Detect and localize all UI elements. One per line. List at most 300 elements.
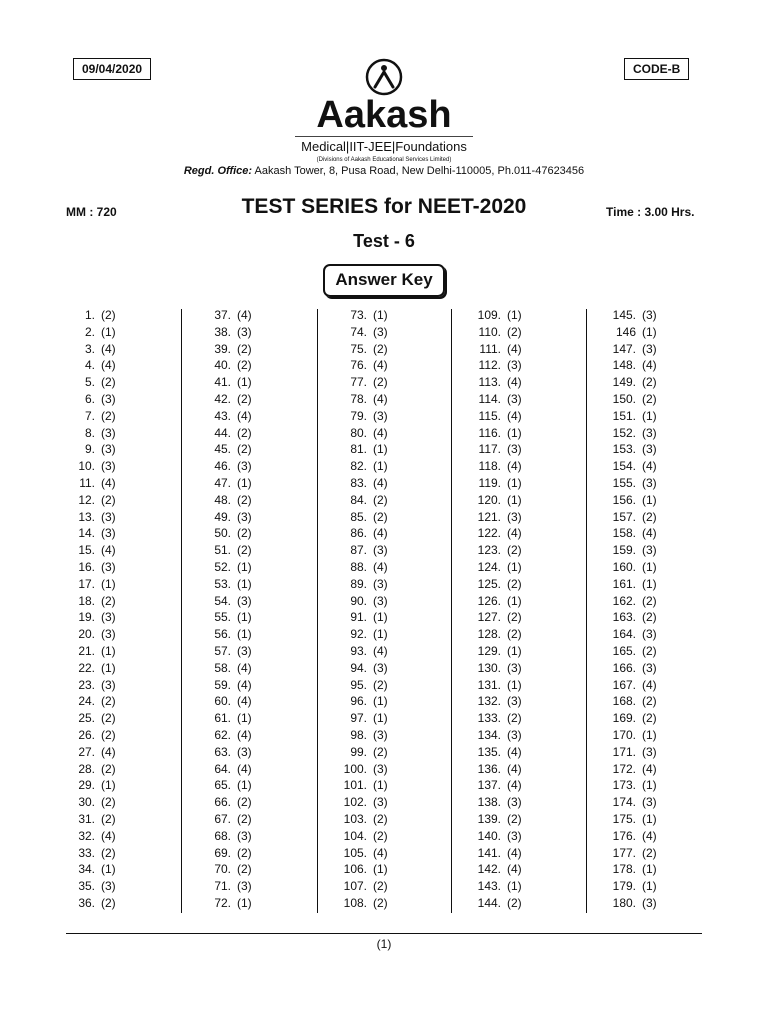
answer-option: (2)	[237, 358, 252, 373]
answer-option: (3)	[373, 408, 388, 423]
answer-row	[452, 559, 587, 576]
answer-key-heading: Answer Key	[323, 264, 444, 297]
answer-option: (3)	[237, 593, 252, 608]
answer-row	[452, 307, 587, 324]
answer-option: (1)	[642, 576, 657, 591]
answer-row	[318, 307, 453, 324]
answer-option: (1)	[373, 610, 388, 625]
question-number: 7.	[84, 408, 95, 423]
answer-option: (1)	[237, 610, 252, 625]
question-number: 17.	[78, 576, 95, 591]
answer-option: (3)	[642, 475, 657, 490]
answer-option: (1)	[101, 576, 116, 591]
answer-row	[587, 341, 722, 358]
answer-row	[452, 878, 587, 895]
code-box: CODE-B	[624, 58, 689, 80]
answer-row	[46, 458, 181, 475]
answer-option: (1)	[642, 879, 657, 894]
answer-option: (2)	[373, 744, 388, 759]
answer-option: (3)	[101, 459, 116, 474]
column-divider	[181, 309, 182, 913]
answer-row	[182, 593, 317, 610]
question-number: 93.	[350, 643, 367, 658]
question-number: 86.	[350, 526, 367, 541]
answer-option: (3)	[507, 442, 522, 457]
answer-option: (2)	[373, 509, 388, 524]
answer-option: (3)	[642, 744, 657, 759]
question-number: 35.	[78, 879, 95, 894]
question-number: 81.	[350, 442, 367, 457]
question-number: 153.	[612, 442, 636, 457]
answer-option: (4)	[101, 358, 116, 373]
answer-row	[318, 341, 453, 358]
question-number: 121.	[477, 509, 501, 524]
answer-table	[46, 307, 722, 913]
office-label: Regd. Office:	[183, 165, 253, 177]
question-number: 154.	[612, 459, 636, 474]
brand-tagline: Medical|IIT-JEE|Foundations	[295, 136, 473, 155]
answer-option: (2)	[101, 375, 116, 390]
question-number: 63.	[214, 744, 231, 759]
question-number: 2.	[84, 324, 95, 339]
test-number: Test - 6	[353, 231, 415, 251]
answer-row	[318, 794, 453, 811]
answer-row	[46, 828, 181, 845]
question-number: 29.	[78, 778, 95, 793]
answer-option: (2)	[237, 845, 252, 860]
answer-column	[182, 307, 317, 913]
answer-row	[46, 643, 181, 660]
question-number: 152.	[612, 425, 636, 440]
answer-option: (3)	[642, 895, 657, 910]
answer-option: (3)	[507, 694, 522, 709]
question-number: 40.	[214, 358, 231, 373]
answer-row	[452, 542, 587, 559]
answer-row	[318, 761, 453, 778]
answer-option: (2)	[101, 492, 116, 507]
question-number: 145.	[612, 308, 636, 322]
question-number: 180.	[612, 895, 636, 910]
question-number: 165.	[612, 643, 636, 658]
max-marks: MM : 720	[66, 205, 117, 219]
question-number: 33.	[78, 845, 95, 860]
answer-row	[587, 525, 722, 542]
answer-row	[318, 693, 453, 710]
question-number: 48.	[214, 492, 231, 507]
answer-row	[587, 710, 722, 727]
answer-option: (1)	[237, 375, 252, 390]
question-number: 61.	[214, 711, 231, 726]
answer-option: (1)	[237, 895, 252, 910]
question-number: 1.	[84, 308, 95, 322]
brand-name: Aakash	[316, 94, 452, 136]
answer-option: (1)	[507, 425, 522, 440]
answer-row	[587, 576, 722, 593]
footer-rule	[66, 933, 702, 934]
question-number: 177.	[612, 845, 636, 860]
question-number: 73.	[350, 308, 367, 322]
answer-column	[318, 307, 453, 913]
question-number: 70.	[214, 862, 231, 877]
answer-option: (2)	[237, 391, 252, 406]
answer-option: (1)	[237, 576, 252, 591]
answer-option: (1)	[101, 778, 116, 793]
answer-row	[452, 408, 587, 425]
answer-row	[452, 660, 587, 677]
question-number: 53.	[214, 576, 231, 591]
answer-option: (3)	[642, 442, 657, 457]
answer-option: (1)	[373, 778, 388, 793]
answer-option: (4)	[373, 559, 388, 574]
answer-option: (1)	[101, 862, 116, 877]
question-number: 64.	[214, 761, 231, 776]
answer-row	[318, 576, 453, 593]
answer-row	[46, 593, 181, 610]
answer-option: (4)	[507, 845, 522, 860]
answer-option: (2)	[101, 408, 116, 423]
answer-row	[46, 441, 181, 458]
answer-option: (3)	[642, 543, 657, 558]
question-number: 141.	[477, 845, 501, 860]
answer-row	[452, 324, 587, 341]
question-number: 47.	[214, 475, 231, 490]
answer-option: (4)	[373, 425, 388, 440]
answer-row	[182, 509, 317, 526]
answer-row	[587, 441, 722, 458]
answer-option: (3)	[101, 559, 116, 574]
answer-option: (4)	[642, 761, 657, 776]
question-number: 115.	[478, 408, 501, 423]
answer-row	[452, 509, 587, 526]
answer-option: (3)	[642, 795, 657, 810]
answer-option: (4)	[237, 408, 252, 423]
answer-row	[46, 391, 181, 408]
answer-row	[318, 441, 453, 458]
answer-option: (2)	[373, 341, 388, 356]
answer-row	[452, 374, 587, 391]
question-number: 143.	[477, 879, 501, 894]
answer-row	[452, 576, 587, 593]
question-number: 12.	[78, 492, 95, 507]
answer-row	[182, 878, 317, 895]
answer-option: (2)	[237, 526, 252, 541]
question-number: 160.	[612, 559, 636, 574]
answer-option: (3)	[507, 828, 522, 843]
answer-row	[46, 727, 181, 744]
answer-row	[452, 861, 587, 878]
answer-row	[587, 794, 722, 811]
answer-option: (4)	[373, 391, 388, 406]
question-number: 97.	[350, 711, 367, 726]
answer-row	[587, 324, 722, 341]
answer-option: (2)	[101, 694, 116, 709]
answer-row	[452, 811, 587, 828]
question-number: 103.	[343, 811, 367, 826]
answer-option: (1)	[642, 727, 657, 742]
answer-row	[46, 357, 181, 374]
answer-column	[587, 307, 722, 913]
answer-option: (4)	[642, 459, 657, 474]
answer-row	[587, 828, 722, 845]
answer-option: (2)	[642, 845, 657, 860]
answer-row	[587, 458, 722, 475]
answer-row	[452, 693, 587, 710]
answer-row	[182, 609, 317, 626]
answer-row	[452, 677, 587, 694]
question-number: 60.	[214, 694, 231, 709]
answer-row	[452, 895, 587, 912]
answer-row	[587, 542, 722, 559]
answer-option: (1)	[237, 475, 252, 490]
answer-option: (2)	[237, 425, 252, 440]
question-number: 129.	[477, 643, 501, 658]
answer-option: (3)	[642, 308, 657, 322]
question-number: 46.	[214, 459, 231, 474]
answer-row	[46, 895, 181, 912]
answer-row	[182, 861, 317, 878]
answer-row	[182, 324, 317, 341]
question-number: 79.	[350, 408, 367, 423]
answer-option: (3)	[101, 610, 116, 625]
answer-row	[587, 425, 722, 442]
answer-option: (2)	[101, 895, 116, 910]
question-number: 19.	[78, 610, 95, 625]
question-number: 49.	[214, 509, 231, 524]
answer-row	[46, 626, 181, 643]
answer-option: (2)	[101, 308, 116, 322]
answer-option: (3)	[237, 324, 252, 339]
answer-row	[452, 492, 587, 509]
question-number: 13.	[78, 509, 95, 524]
question-number: 155.	[612, 475, 636, 490]
answer-option: (2)	[101, 711, 116, 726]
question-number: 38.	[214, 324, 231, 339]
answer-row	[452, 425, 587, 442]
question-number: 26.	[78, 727, 95, 742]
answer-row	[452, 341, 587, 358]
answer-row	[182, 895, 317, 912]
question-number: 100.	[343, 761, 367, 776]
answer-row	[587, 693, 722, 710]
answer-row	[452, 794, 587, 811]
answer-row	[587, 845, 722, 862]
answer-option: (1)	[642, 324, 657, 339]
answer-row	[182, 341, 317, 358]
answer-row	[182, 576, 317, 593]
page-title: TEST SERIES for NEET-2020	[241, 195, 527, 218]
answer-option: (2)	[101, 811, 116, 826]
question-number: 133.	[477, 711, 501, 726]
question-number: 66.	[214, 795, 231, 810]
answer-option: (3)	[507, 391, 522, 406]
answer-row	[318, 710, 453, 727]
question-number: 119.	[478, 475, 501, 490]
answer-row	[182, 307, 317, 324]
answer-option: (4)	[237, 761, 252, 776]
question-number: 159.	[612, 543, 636, 558]
question-number: 24.	[78, 694, 95, 709]
question-number: 105.	[343, 845, 367, 860]
answer-option: (2)	[101, 761, 116, 776]
question-number: 43.	[214, 408, 231, 423]
question-number: 37.	[214, 308, 231, 322]
answer-row	[452, 357, 587, 374]
question-number: 67.	[214, 811, 231, 826]
answer-row	[452, 441, 587, 458]
question-number: 164.	[612, 627, 636, 642]
question-number: 125.	[477, 576, 501, 591]
question-number: 161.	[612, 576, 636, 591]
answer-row	[318, 811, 453, 828]
answer-option: (1)	[642, 778, 657, 793]
answer-option: (3)	[237, 643, 252, 658]
answer-option: (1)	[507, 593, 522, 608]
answer-option: (3)	[101, 425, 116, 440]
answer-row	[587, 593, 722, 610]
answer-row	[318, 828, 453, 845]
question-number: 144.	[477, 895, 501, 910]
answer-row	[452, 761, 587, 778]
answer-option: (4)	[642, 677, 657, 692]
answer-row	[46, 525, 181, 542]
question-number: 120.	[477, 492, 501, 507]
answer-row	[46, 845, 181, 862]
answer-row	[46, 744, 181, 761]
answer-row	[318, 677, 453, 694]
question-number: 6.	[84, 391, 95, 406]
answer-option: (4)	[237, 677, 252, 692]
answer-row	[318, 895, 453, 912]
answer-option: (2)	[507, 811, 522, 826]
answer-row	[46, 324, 181, 341]
answer-option: (4)	[237, 727, 252, 742]
answer-row	[46, 794, 181, 811]
answer-option: (1)	[237, 627, 252, 642]
answer-row	[452, 744, 587, 761]
answer-row	[46, 492, 181, 509]
answer-option: (3)	[237, 744, 252, 759]
answer-option: (2)	[507, 543, 522, 558]
answer-row	[46, 677, 181, 694]
question-number: 109.	[477, 308, 501, 322]
answer-row	[587, 811, 722, 828]
answer-row	[182, 710, 317, 727]
answer-option: (3)	[373, 761, 388, 776]
answer-option: (4)	[642, 828, 657, 843]
answer-option: (2)	[642, 694, 657, 709]
answer-option: (4)	[507, 761, 522, 776]
question-number: 151.	[612, 408, 636, 423]
answer-row	[182, 727, 317, 744]
answer-option: (3)	[642, 341, 657, 356]
question-number: 95.	[350, 677, 367, 692]
answer-option: (3)	[101, 526, 116, 541]
answer-option: (2)	[642, 610, 657, 625]
question-number: 131.	[477, 677, 501, 692]
question-number: 148.	[612, 358, 636, 373]
question-number: 142.	[477, 862, 501, 877]
answer-row	[182, 525, 317, 542]
answer-option: (2)	[507, 627, 522, 642]
question-number: 82.	[350, 459, 367, 474]
answer-option: (3)	[373, 727, 388, 742]
question-number: 157.	[612, 509, 636, 524]
answer-row	[318, 777, 453, 794]
answer-row	[587, 660, 722, 677]
answer-option: (1)	[642, 492, 657, 507]
question-number: 90.	[350, 593, 367, 608]
question-number: 28.	[78, 761, 95, 776]
question-number: 123.	[477, 543, 501, 558]
question-number: 4.	[84, 358, 95, 373]
page-number: (1)	[376, 937, 392, 951]
answer-row	[318, 374, 453, 391]
answer-row	[318, 475, 453, 492]
question-number: 134.	[477, 727, 501, 742]
question-number: 175.	[612, 811, 636, 826]
answer-option: (4)	[507, 459, 522, 474]
answer-option: (2)	[642, 391, 657, 406]
question-number: 22.	[78, 660, 95, 675]
answer-row	[182, 693, 317, 710]
answer-option: (2)	[373, 811, 388, 826]
answer-option: (1)	[101, 324, 116, 339]
question-number: 94.	[350, 660, 367, 675]
answer-row	[318, 744, 453, 761]
answer-column	[46, 307, 181, 913]
question-number: 42.	[214, 391, 231, 406]
answer-row	[182, 744, 317, 761]
question-number: 8.	[84, 425, 95, 440]
answer-row	[182, 425, 317, 442]
answer-row	[46, 307, 181, 324]
question-number: 68.	[214, 828, 231, 843]
question-number: 111.	[479, 341, 501, 356]
answer-option: (3)	[507, 727, 522, 742]
answer-row	[587, 357, 722, 374]
answer-row	[587, 374, 722, 391]
question-number: 21.	[78, 643, 95, 658]
aakash-logo	[0, 58, 768, 164]
answer-option: (4)	[237, 308, 252, 322]
answer-row	[46, 761, 181, 778]
question-number: 83.	[350, 475, 367, 490]
answer-row	[46, 660, 181, 677]
question-number: 20.	[78, 627, 95, 642]
answer-row	[452, 643, 587, 660]
answer-row	[318, 458, 453, 475]
answer-option: (3)	[642, 425, 657, 440]
answer-row	[587, 408, 722, 425]
answer-option: (1)	[642, 862, 657, 877]
question-number: 89.	[350, 576, 367, 591]
answer-row	[587, 677, 722, 694]
question-number: 176.	[612, 828, 636, 843]
answer-option: (3)	[101, 391, 116, 406]
answer-row	[452, 609, 587, 626]
answer-row	[318, 525, 453, 542]
answer-option: (2)	[642, 593, 657, 608]
answer-option: (2)	[507, 324, 522, 339]
answer-option: (4)	[101, 828, 116, 843]
question-number: 112.	[478, 358, 501, 373]
question-number: 18.	[78, 593, 95, 608]
question-number: 85.	[350, 509, 367, 524]
answer-row	[46, 425, 181, 442]
answer-row	[182, 408, 317, 425]
answer-option: (2)	[642, 509, 657, 524]
answer-option: (3)	[101, 627, 116, 642]
